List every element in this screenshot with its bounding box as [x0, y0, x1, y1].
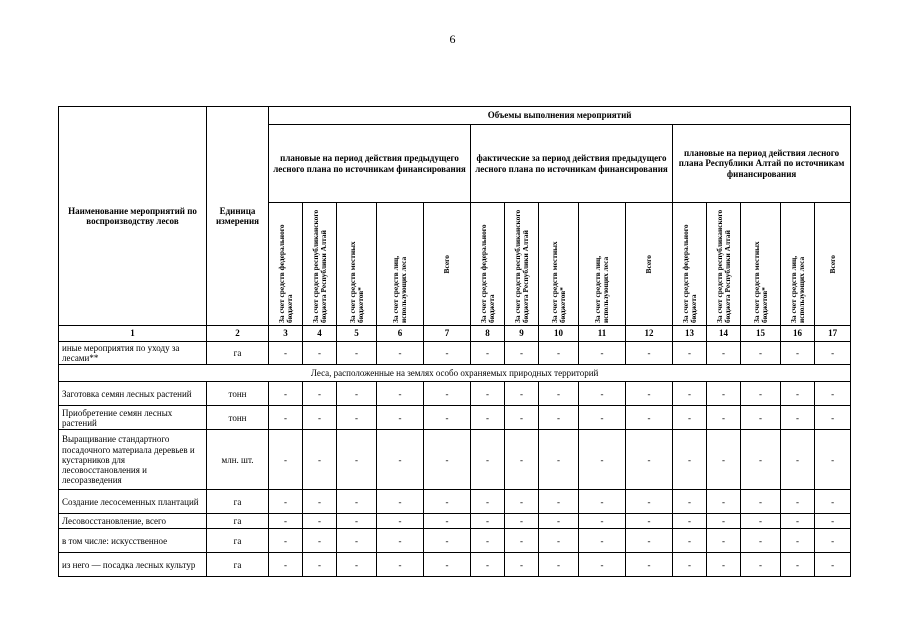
group-header-planned-previous: плановые на период действия предыдущего лесного плана по источникам финансирования	[269, 125, 471, 203]
unit-cell: га	[207, 553, 269, 577]
table-row	[59, 382, 851, 406]
value-cell: -	[337, 430, 377, 490]
value-cell: -	[815, 529, 851, 553]
value-cell: -	[707, 490, 741, 514]
value-cell: -	[424, 430, 471, 490]
value-cell: -	[424, 514, 471, 529]
value-cell: -	[269, 514, 303, 529]
value-cell: -	[579, 529, 626, 553]
value-cell: -	[505, 529, 539, 553]
value-cell: -	[337, 406, 377, 430]
value-cell: -	[741, 514, 781, 529]
value-cell: -	[626, 514, 673, 529]
column-number: 3	[269, 326, 303, 342]
value-cell: -	[579, 514, 626, 529]
value-cell: -	[673, 342, 707, 365]
column-number: 10	[539, 326, 579, 342]
value-cell: -	[471, 382, 505, 406]
value-cell: -	[815, 514, 851, 529]
group-header-planned-current: плановые на период действия лесного плана Республики Алтай по источникам финансирования	[673, 125, 851, 203]
value-cell: -	[337, 529, 377, 553]
activity-name: Создание лесосеменных плантаций	[59, 490, 207, 514]
value-cell: -	[539, 529, 579, 553]
subcol-header-republic-budget	[505, 203, 539, 326]
value-cell: -	[539, 490, 579, 514]
subcol-header-label: За счет средств местных бюджетов*	[549, 241, 567, 323]
unit-cell: млн. шт.	[207, 430, 269, 490]
subcol-header-forest-users	[579, 203, 626, 326]
value-cell: -	[377, 406, 424, 430]
value-cell: -	[269, 430, 303, 490]
value-cell: -	[579, 430, 626, 490]
subcol-header-label: За счет средств республиканского бюджета Республики Алтай	[714, 209, 732, 323]
value-cell: -	[781, 514, 815, 529]
value-cell: -	[741, 406, 781, 430]
value-cell: -	[424, 406, 471, 430]
page-number: 6	[449, 32, 456, 46]
value-cell: -	[626, 553, 673, 577]
value-cell: -	[815, 553, 851, 577]
value-cell: -	[815, 382, 851, 406]
unit-column-header: Единица измерения	[207, 107, 269, 326]
value-cell: -	[377, 553, 424, 577]
value-cell: -	[303, 529, 337, 553]
value-cell: -	[707, 430, 741, 490]
subcol-header-total	[626, 203, 673, 326]
value-cell: -	[673, 406, 707, 430]
value-cell: -	[337, 342, 377, 365]
value-cell: -	[505, 490, 539, 514]
subcol-header-local-budgets	[741, 203, 781, 326]
subcol-header-label: За счет средств лиц, использующих леса	[788, 255, 806, 323]
value-cell: -	[707, 382, 741, 406]
value-cell: -	[269, 529, 303, 553]
value-cell: -	[269, 382, 303, 406]
value-cell: -	[781, 342, 815, 365]
subcol-header-label: За счет средств федерального бюджета	[276, 224, 294, 323]
value-cell: -	[505, 382, 539, 406]
unit-cell: тонн	[207, 382, 269, 406]
value-cell: -	[781, 529, 815, 553]
column-number: 16	[781, 326, 815, 342]
value-cell: -	[424, 382, 471, 406]
subcol-header-label: За счет средств лиц, использующих леса	[391, 255, 408, 323]
value-cell: -	[377, 430, 424, 490]
column-number: 4	[303, 326, 337, 342]
value-cell: -	[505, 342, 539, 365]
value-cell: -	[303, 406, 337, 430]
value-cell: -	[269, 342, 303, 365]
subcol-header-federal-budget	[269, 203, 303, 326]
value-cell: -	[377, 382, 424, 406]
value-cell: -	[626, 406, 673, 430]
section-row	[59, 365, 851, 382]
subcol-header-federal-budget	[471, 203, 505, 326]
value-cell: -	[424, 490, 471, 514]
value-cell: -	[539, 553, 579, 577]
value-cell: -	[815, 430, 851, 490]
value-cell: -	[815, 342, 851, 365]
value-cell: -	[337, 553, 377, 577]
value-cell: -	[471, 430, 505, 490]
table-row	[59, 490, 851, 514]
subcol-header-republic-budget	[707, 203, 741, 326]
value-cell: -	[781, 382, 815, 406]
value-cell: -	[673, 514, 707, 529]
value-cell: -	[337, 514, 377, 529]
value-cell: -	[626, 490, 673, 514]
value-cell: -	[269, 406, 303, 430]
value-cell: -	[673, 529, 707, 553]
unit-cell: га	[207, 490, 269, 514]
activity-name: Заготовка семян лесных растений	[59, 382, 207, 406]
column-number: 11	[579, 326, 626, 342]
value-cell: -	[579, 382, 626, 406]
value-cell: -	[303, 430, 337, 490]
value-cell: -	[579, 342, 626, 365]
activity-name: Лесовосстановление, всего	[59, 514, 207, 529]
value-cell: -	[579, 490, 626, 514]
unit-cell: га	[207, 529, 269, 553]
value-cell: -	[471, 553, 505, 577]
value-cell: -	[471, 529, 505, 553]
subcol-header-total	[424, 203, 471, 326]
name-column-header: Наименование мероприятий по воспроизводству лесов	[59, 107, 207, 326]
value-cell: -	[579, 553, 626, 577]
value-cell: -	[539, 406, 579, 430]
value-cell: -	[505, 514, 539, 529]
value-cell: -	[673, 382, 707, 406]
unit-cell: га	[207, 342, 269, 365]
value-cell: -	[539, 514, 579, 529]
value-cell: -	[505, 430, 539, 490]
value-cell: -	[303, 490, 337, 514]
column-number: 6	[377, 326, 424, 342]
value-cell: -	[471, 342, 505, 365]
table-row	[59, 430, 851, 490]
subcol-header-label: Всего	[442, 254, 452, 274]
activity-name: из него — посадка лесных культур	[59, 553, 207, 577]
value-cell: -	[424, 342, 471, 365]
value-cell: -	[781, 553, 815, 577]
value-cell: -	[707, 529, 741, 553]
subcol-header-label: Всего	[827, 254, 837, 274]
unit-cell: тонн	[207, 406, 269, 430]
value-cell: -	[337, 382, 377, 406]
subcol-header-label: Всего	[644, 254, 654, 274]
value-cell: -	[505, 553, 539, 577]
subcol-header-label: За счет средств местных бюджетов*	[347, 241, 365, 323]
table-row	[59, 342, 851, 365]
value-cell: -	[377, 342, 424, 365]
value-cell: -	[673, 490, 707, 514]
value-cell: -	[741, 342, 781, 365]
value-cell: -	[303, 342, 337, 365]
value-cell: -	[539, 430, 579, 490]
subcol-header-label: За счет средств федерального бюджета	[680, 224, 698, 323]
value-cell: -	[539, 342, 579, 365]
column-number: 13	[673, 326, 707, 342]
value-cell: -	[707, 342, 741, 365]
table-row	[59, 406, 851, 430]
unit-cell: га	[207, 514, 269, 529]
value-cell: -	[815, 490, 851, 514]
value-cell: -	[303, 514, 337, 529]
value-cell: -	[707, 514, 741, 529]
column-number: 7	[424, 326, 471, 342]
subcol-header-forest-users	[377, 203, 424, 326]
subcol-header-label: За счет средств федерального бюджета	[478, 224, 496, 323]
column-number: 2	[207, 326, 269, 342]
value-cell: -	[303, 553, 337, 577]
subcol-header-total	[815, 203, 851, 326]
value-cell: -	[741, 382, 781, 406]
value-cell: -	[781, 490, 815, 514]
column-number: 5	[337, 326, 377, 342]
subcol-header-federal-budget	[673, 203, 707, 326]
value-cell: -	[707, 553, 741, 577]
subcol-header-label: За счет средств лиц, использующих леса	[593, 255, 610, 323]
column-number: 15	[741, 326, 781, 342]
subcol-header-label: За счет средств республиканского бюджета Республики Алтай	[310, 209, 328, 323]
value-cell: -	[269, 553, 303, 577]
value-cell: -	[673, 553, 707, 577]
subcol-header-forest-users	[781, 203, 815, 326]
value-cell: -	[741, 490, 781, 514]
value-cell: -	[673, 430, 707, 490]
value-cell: -	[579, 406, 626, 430]
column-number: 14	[707, 326, 741, 342]
subcol-header-republic-budget	[303, 203, 337, 326]
value-cell: -	[781, 430, 815, 490]
subcol-header-label: За счет средств республиканского бюджета Республики Алтай	[512, 209, 530, 323]
value-cell: -	[815, 406, 851, 430]
value-cell: -	[707, 406, 741, 430]
activity-name: в том числе: искусственное	[59, 529, 207, 553]
volumes-header: Объемы выполнения мероприятий	[269, 107, 851, 125]
value-cell: -	[424, 553, 471, 577]
value-cell: -	[741, 529, 781, 553]
activity-name: иные мероприятия по уходу за лесами**	[59, 342, 207, 365]
column-number: 9	[505, 326, 539, 342]
subcol-header-local-budgets	[337, 203, 377, 326]
value-cell: -	[377, 490, 424, 514]
value-cell: -	[781, 406, 815, 430]
value-cell: -	[471, 490, 505, 514]
value-cell: -	[626, 382, 673, 406]
reforestation-table	[58, 106, 851, 577]
value-cell: -	[741, 553, 781, 577]
activity-name: Выращивание стандартного посадочного материала деревьев и кустарников для лесовосстановления и лесоразведения	[59, 430, 207, 490]
value-cell: -	[626, 529, 673, 553]
value-cell: -	[377, 529, 424, 553]
value-cell: -	[303, 382, 337, 406]
value-cell: -	[539, 382, 579, 406]
subcol-header-label: За счет средств местных бюджетов*	[751, 241, 769, 323]
value-cell: -	[269, 490, 303, 514]
subcol-header-local-budgets	[539, 203, 579, 326]
value-cell: -	[626, 342, 673, 365]
value-cell: -	[424, 529, 471, 553]
value-cell: -	[626, 430, 673, 490]
group-header-actual-previous: фактические за период действия предыдущего лесного плана по источникам финансирования	[471, 125, 673, 203]
column-number: 1	[59, 326, 207, 342]
value-cell: -	[337, 490, 377, 514]
table-row	[59, 529, 851, 553]
value-cell: -	[471, 406, 505, 430]
table-row	[59, 553, 851, 577]
column-number: 12	[626, 326, 673, 342]
column-number: 8	[471, 326, 505, 342]
value-cell: -	[377, 514, 424, 529]
column-number: 17	[815, 326, 851, 342]
table-row	[59, 514, 851, 529]
value-cell: -	[471, 514, 505, 529]
section-title: Леса, расположенные на землях особо охраняемых природных территорий	[59, 365, 851, 382]
value-cell: -	[505, 406, 539, 430]
value-cell: -	[741, 430, 781, 490]
activity-name: Приобретение семян лесных растений	[59, 406, 207, 430]
